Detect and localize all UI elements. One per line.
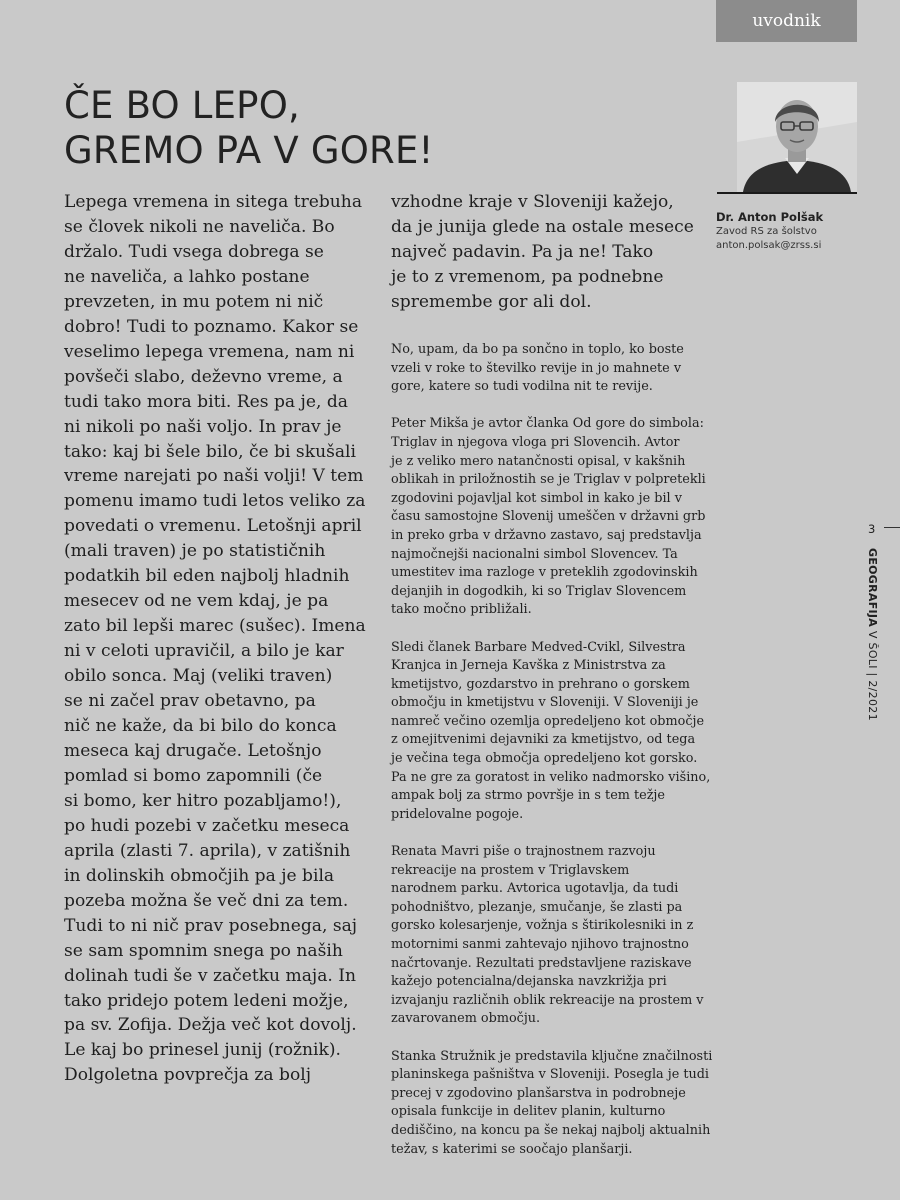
text-line: gorsko kolesarjenje, vožnja s štirikolesniki in z [391, 918, 694, 934]
author-info [716, 210, 866, 253]
text-line: tako močno približali. [391, 602, 532, 618]
text-line: dolinah tudi še v začetku maja. In [64, 965, 357, 986]
text-line: tako pridejo potem ledeni možje, [64, 990, 349, 1011]
text-line: No, upam, da bo pa sončno in toplo, ko boste [391, 342, 684, 357]
text-line: se človek nikoli ne naveliča. Bo [64, 216, 335, 237]
text-line: pa sv. Zofija. Dežja več kot dovolj. [64, 1015, 357, 1036]
text-line: Triglav in njegova vloga pri Slovencih. Avtor [391, 434, 680, 450]
article-title [64, 83, 524, 173]
text-line: Renata Mavri piše o trajnostnem razvoju [391, 844, 656, 860]
text-line: pomlad si bomo zapomnili (če [64, 765, 323, 786]
text-line: največ padavin. Pa ja ne! Tako [391, 241, 654, 262]
text-line: si bomo, ker hitro pozabljamo!), [64, 790, 342, 811]
text-line: tako: kaj bi šele bilo, če bi skušali [64, 441, 356, 462]
text-line: Pa ne gre za goratost in veliko nadmorsko višino, [391, 769, 711, 785]
author-photo [737, 82, 857, 192]
text-line: ni v celoti upravičil, a bilo je kar [64, 641, 344, 662]
text-line: je večina tega območja opredeljeno kot gorsko. [391, 751, 698, 767]
text-line: narodnem parku. Avtorica ugotavlja, da tudi [391, 881, 679, 897]
text-line: prevzeten, in mu potem ni nič [64, 291, 324, 312]
body-paragraph [391, 639, 721, 825]
journal-name-rest: V ŠOLI [866, 627, 879, 669]
text-line: načrtovanje. Rezultati predstavljene raziskave [391, 955, 692, 971]
text-line: Dolgoletna povprečja za bolj [64, 1065, 312, 1086]
text-line: težav, s katerimi se soočajo planšarji. [391, 1141, 633, 1157]
text-line: spremembe gor ali dol. [391, 291, 592, 312]
text-line: je z veliko mero natančnosti opisal, v kakšnih [391, 453, 686, 469]
text-line: času samostojne Slovenij umeščen v državni grb [391, 509, 706, 525]
text-line: izvajanju različnih oblik rekreacije na prostem v [391, 992, 704, 1008]
text-line: dejanjih in dogodkih, ki so Triglav Slovencem [391, 583, 687, 599]
text-line: vzhodne kraje v Sloveniji kažejo, [391, 192, 674, 212]
text-line: povedati o vremenu. Letošnji april [64, 516, 362, 537]
author-name: Dr. Anton Polšak [716, 210, 824, 224]
journal-sidebar [866, 548, 879, 721]
text-line: zato bil lepši marec (sušec). Imena [64, 616, 366, 637]
journal-issue: 2/2021 [866, 680, 879, 721]
section-label: uvodnik [752, 11, 821, 31]
text-line: z omejitvenimi dejavniki za kmetijstvo, od tega [391, 732, 696, 748]
text-line: se ni začel prav obetavno, pa [64, 691, 316, 712]
text-line: motornimi sanmi zahtevajo njihovo trajnostno [391, 937, 689, 952]
journal-name-bold: GEOGRAFIJA [866, 548, 879, 628]
text-line: Stanka Stružnik je predstavila ključne značilnosti [391, 1048, 713, 1064]
body-paragraph [391, 843, 721, 1029]
text-line: se sam spomnim snega po naših [64, 940, 343, 961]
page-number: 3 [868, 522, 876, 536]
text-line: Peter Mikša je avtor članka Od gore do simbola: [391, 416, 704, 432]
text-line: Lepega vremena in sitega trebuha [64, 192, 363, 212]
author-divider [717, 192, 857, 194]
text-line: namreč večino ozemlja opredeljeno kot območje [391, 713, 705, 729]
text-line: vzeli v roke to številko revije in jo mahnete v [391, 360, 682, 376]
text-line: dediščino, na koncu pa še nekaj najbolj aktualnih [391, 1122, 711, 1138]
sidebar-separator: | [866, 668, 879, 681]
text-line: umestitev ima razloge v preteklih zgodovinskih [391, 565, 698, 581]
text-line: kažejo potencialna/dejanska navzkrižja pri [391, 974, 667, 990]
body-paragraph [391, 1048, 721, 1160]
text-line: povšeči slabo, deževno vreme, a [64, 366, 343, 387]
body-paragraph [391, 341, 721, 397]
title-line: GREMO PA V GORE! [64, 129, 434, 172]
body-paragraph [391, 415, 721, 620]
body-column [391, 341, 721, 1178]
text-line: meseca kaj drugače. Letošnjo [64, 740, 322, 761]
text-line: ne naveliča, a lahko postane [64, 266, 310, 287]
text-line: in preko grba v državno zastavo, saj predstavlja [391, 527, 702, 543]
text-line: Le kaj bo prinesel junij (rožnik). [64, 1040, 341, 1061]
text-line: kmetijstvo, gozdarstvo in prehrano o gorskem [391, 676, 690, 692]
text-line: opisala funkcije in delitev planin, kulturno [391, 1104, 666, 1120]
text-line: oblikah in priložnostih se je Triglav v polpretekli [391, 472, 706, 488]
text-line: pridelovalne pogoje. [391, 806, 524, 822]
text-line: vreme narejati po naši volji! V tem [64, 466, 364, 487]
text-line: mesecev od ne vem kdaj, je pa [64, 591, 329, 612]
text-line: ampak bolj za strmo površje in s tem težje [391, 788, 665, 804]
text-line: podatkih bil eden najbolj hladnih [64, 566, 350, 587]
text-line: precej v zgodovino planšarstva in podrobneje [391, 1085, 686, 1101]
text-line: zgodovini pojavljal kot simbol in kako je bil v [391, 490, 682, 506]
text-line: rekreacije na prostem v Triglavskem [391, 862, 630, 878]
text-line: planinskega pašništva v Sloveniji. Posegla je tudi [391, 1067, 710, 1083]
text-line: območju in kmetijstvu v Sloveniji. V Sloveniji je [391, 695, 699, 711]
text-line: (mali traven) je po statističnih [64, 541, 326, 562]
text-line: da je junija glede na ostale mesece [391, 216, 694, 237]
text-line: Tudi to ni nič prav posebnega, saj [64, 915, 358, 936]
text-line: obilo sonca. Maj (veliki traven) [64, 666, 333, 687]
text-line: pozeba možna še več dni za tem. [64, 890, 349, 911]
sidebar-divider [884, 527, 900, 528]
lead-column-right [391, 190, 711, 315]
text-line: najmočnejši nacionalni simbol Slovencev. Ta [391, 546, 678, 562]
lead-column-left [64, 190, 374, 1088]
text-line: ni nikoli po naši voljo. In prav je [64, 416, 342, 437]
title-line: ČE BO LEPO, [64, 84, 300, 127]
author-email: anton.polsak@zrss.si [716, 240, 822, 251]
text-line: po hudi pozebi v začetku meseca [64, 815, 350, 836]
text-line: pomenu imamo tudi letos veliko za [64, 491, 366, 512]
text-line: nič ne kaže, da bi bilo do konca [64, 716, 337, 737]
text-line: Kranjca in Jerneja Kavška z Ministrstva za [391, 658, 666, 674]
text-line: tudi tako mora biti. Res pa je, da [64, 391, 348, 412]
text-line: je to z vremenom, pa podnebne [391, 266, 664, 287]
text-line: aprila (zlasti 7. aprila), v zatišnih [64, 840, 351, 861]
author-portrait-icon [737, 82, 857, 192]
section-tab [716, 0, 857, 42]
text-line: zavarovanem območju. [391, 1011, 541, 1027]
text-line: dobro! Tudi to poznamo. Kakor se [64, 316, 359, 337]
text-line: Sledi članek Barbare Medved-Cvikl, Silvestra [391, 639, 686, 655]
text-line: držalo. Tudi vsega dobrega se [64, 241, 324, 262]
author-affiliation: Zavod RS za šolstvo [716, 226, 817, 237]
text-line: pohodništvo, plezanje, smučanje, še zlasti pa [391, 899, 683, 915]
text-line: gore, katere so tudi vodilna nit te revije. [391, 379, 653, 395]
text-line: in dolinskih območjih pa je bila [64, 865, 335, 886]
text-line: veselimo lepega vremena, nam ni [64, 341, 355, 362]
